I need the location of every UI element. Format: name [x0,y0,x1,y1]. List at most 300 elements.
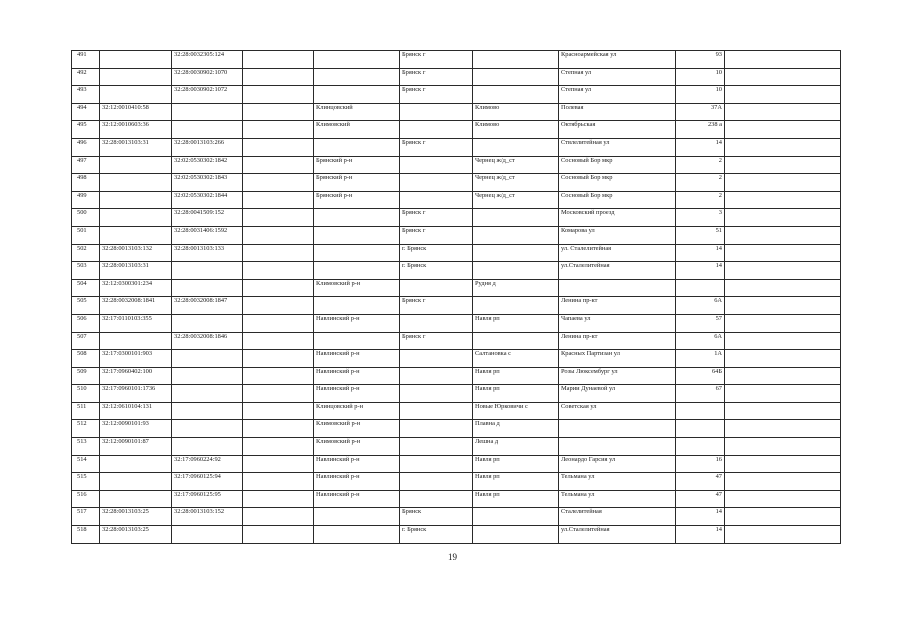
cell-cadastral-1 [100,191,172,209]
cell-number: 518 [72,526,100,544]
cell-blank-last [725,191,841,209]
cell-cadastral-2: 32:28:0041509:152 [172,209,243,227]
table-row [72,103,841,121]
table-row [72,438,841,456]
cell-street: Тельмана ул [559,490,676,508]
cell-blank [243,103,314,121]
cell-cadastral-1 [100,68,172,86]
cell-cadastral-2: 32:17:0960125:94 [172,473,243,491]
cell-district [314,138,400,156]
cell-number: 502 [72,244,100,262]
cell-number: 494 [72,103,100,121]
cell-city: Брянск г [400,209,473,227]
cell-district [314,526,400,544]
cell-blank-last [725,103,841,121]
cell-locality [473,68,559,86]
cell-cadastral-2 [172,262,243,280]
cell-locality [473,526,559,544]
table-row [72,279,841,297]
cell-city [400,367,473,385]
cell-locality: Навля рп [473,385,559,403]
cell-cadastral-1 [100,209,172,227]
cell-number: 491 [72,51,100,69]
cell-street: Сталелитейная [559,508,676,526]
cell-street: Красных Партизан ул [559,350,676,368]
cell-street: Ленина пр-кт [559,332,676,350]
cell-locality [473,226,559,244]
cell-district [314,297,400,315]
table-row [72,367,841,385]
table-row [72,385,841,403]
cell-city: Брянск г [400,297,473,315]
cell-cadastral-2: 32:02:0530302:1843 [172,174,243,192]
cell-blank-last [725,156,841,174]
cell-cadastral-2 [172,385,243,403]
cell-house: 2 [676,156,725,174]
cell-number: 509 [72,367,100,385]
cell-locality: Навля рп [473,367,559,385]
cell-blank [243,297,314,315]
cell-locality [473,138,559,156]
cell-cadastral-2 [172,420,243,438]
cell-house: 10 [676,68,725,86]
cell-number: 499 [72,191,100,209]
cell-cadastral-1 [100,473,172,491]
cell-house: 47 [676,490,725,508]
cell-cadastral-1 [100,226,172,244]
cell-house: 64Б [676,367,725,385]
cell-number: 497 [72,156,100,174]
table-row [72,121,841,139]
cell-locality [473,244,559,262]
cell-house: 47 [676,473,725,491]
table-row [72,332,841,350]
table-row [72,244,841,262]
cell-cadastral-2: 32:28:0030902:1072 [172,86,243,104]
cell-house: 57 [676,314,725,332]
cell-locality: Климово [473,103,559,121]
cell-city: Брянск г [400,68,473,86]
cell-blank-last [725,121,841,139]
cell-blank [243,438,314,456]
table-row [72,508,841,526]
cell-number: 512 [72,420,100,438]
cell-cadastral-1: 32:28:0013103:31 [100,262,172,280]
cell-locality: Чернец ж/д_ст [473,191,559,209]
cell-cadastral-1: 32:12:0300301:234 [100,279,172,297]
cell-cadastral-1: 32:28:0013103:31 [100,138,172,156]
cell-locality: Навля рп [473,473,559,491]
cell-house: 6А [676,297,725,315]
cell-blank [243,490,314,508]
cell-number: 501 [72,226,100,244]
cell-cadastral-2: 32:28:0013103:266 [172,138,243,156]
cell-street: Московский проезд [559,209,676,227]
cell-blank [243,402,314,420]
cell-cadastral-2: 32:28:0013103:133 [172,244,243,262]
cell-blank [243,314,314,332]
cell-street: ул.Сталелитейная [559,526,676,544]
cell-locality: Чернец ж/д_ст [473,156,559,174]
cell-blank [243,156,314,174]
cell-house: 238 а [676,121,725,139]
cell-cadastral-2: 32:28:0032305:124 [172,51,243,69]
cell-district: Навлинский р-н [314,455,400,473]
cell-city [400,402,473,420]
table-row [72,314,841,332]
cell-city: г. Брянск [400,244,473,262]
cell-blank [243,191,314,209]
cell-locality: Новые Юрковичи с [473,402,559,420]
cell-cadastral-1 [100,174,172,192]
cell-street: Сосновый Бор мкр [559,174,676,192]
cell-city [400,473,473,491]
cell-cadastral-2: 32:28:0030902:1070 [172,68,243,86]
cell-locality: Чернец ж/д_ст [473,174,559,192]
cell-house: 2 [676,191,725,209]
cell-street [559,279,676,297]
cell-district: Навлинский р-н [314,314,400,332]
cell-district [314,51,400,69]
cell-blank [243,121,314,139]
cell-city [400,438,473,456]
cell-cadastral-1 [100,455,172,473]
cell-cadastral-1: 32:17:0300101:903 [100,350,172,368]
cell-locality: Лешна д [473,438,559,456]
table-row [72,191,841,209]
cell-number: 505 [72,297,100,315]
cell-blank-last [725,279,841,297]
cell-house: 2 [676,174,725,192]
cell-cadastral-1: 32:12:0010410:58 [100,103,172,121]
cell-cadastral-2: 32:28:0032008:1846 [172,332,243,350]
cell-blank-last [725,209,841,227]
cell-street [559,438,676,456]
cell-number: 504 [72,279,100,297]
cell-house: 37А [676,103,725,121]
cell-district [314,226,400,244]
cell-cadastral-1 [100,86,172,104]
cell-cadastral-1: 32:17:0110103:355 [100,314,172,332]
cell-number: 496 [72,138,100,156]
cell-blank-last [725,455,841,473]
cell-street: Степная ул [559,86,676,104]
cell-blank-last [725,420,841,438]
cell-cadastral-1 [100,51,172,69]
cell-blank-last [725,314,841,332]
cell-blank [243,350,314,368]
cell-street: Комарова ул [559,226,676,244]
cell-cadastral-2: 32:02:0530302:1842 [172,156,243,174]
cell-city: Брянск г [400,51,473,69]
table-row [72,455,841,473]
cell-number: 508 [72,350,100,368]
cell-number: 513 [72,438,100,456]
cell-street: Леонардо Гарсия ул [559,455,676,473]
cell-blank-last [725,526,841,544]
cell-district: Климовский р-н [314,438,400,456]
cell-cadastral-2: 32:02:0530302:1844 [172,191,243,209]
cell-district: Брянский р-н [314,174,400,192]
cell-street: Чапаева ул [559,314,676,332]
cell-blank [243,526,314,544]
cell-blank-last [725,402,841,420]
cell-city [400,420,473,438]
cell-cadastral-2 [172,367,243,385]
cell-house: 6А [676,332,725,350]
cell-blank-last [725,68,841,86]
cell-city [400,121,473,139]
cell-blank-last [725,244,841,262]
cell-locality: Навля рп [473,314,559,332]
cell-locality [473,262,559,280]
cell-cadastral-2: 32:17:0960125:95 [172,490,243,508]
cell-blank [243,279,314,297]
table-row [72,209,841,227]
cell-city [400,385,473,403]
cell-street: ул.Сталелитейная [559,262,676,280]
table-row [72,297,841,315]
cell-cadastral-2 [172,314,243,332]
cell-street: Марии Дунаевой ул [559,385,676,403]
cell-cadastral-2: 32:28:0031406:1592 [172,226,243,244]
cell-locality [473,51,559,69]
cell-blank-last [725,350,841,368]
cell-cadastral-2 [172,526,243,544]
table-row [72,51,841,69]
registry-table-body [72,51,841,544]
cell-district: Навлинский р-н [314,350,400,368]
table-row [72,86,841,104]
cell-cadastral-2: 32:28:0013103:152 [172,508,243,526]
cell-street: ул. Сталелитейная [559,244,676,262]
cell-cadastral-1: 32:12:0610104:131 [100,402,172,420]
table-row [72,68,841,86]
cell-blank-last [725,385,841,403]
cell-number: 506 [72,314,100,332]
cell-district: Клинцовский [314,103,400,121]
cell-city [400,314,473,332]
cell-locality: Плавна д [473,420,559,438]
table-row [72,526,841,544]
cell-blank [243,262,314,280]
cell-locality [473,86,559,104]
cell-district [314,86,400,104]
cell-locality: Салтановка с [473,350,559,368]
cell-city: Брянск г [400,332,473,350]
cell-cadastral-1: 32:17:0960402:100 [100,367,172,385]
cell-city [400,455,473,473]
cell-blank [243,367,314,385]
registry-table [71,50,841,544]
table-row [72,473,841,491]
cell-blank [243,226,314,244]
cell-city [400,279,473,297]
cell-cadastral-1: 32:28:0013103:25 [100,508,172,526]
cell-house: 14 [676,508,725,526]
cell-number: 507 [72,332,100,350]
cell-street: Советская ул [559,402,676,420]
cell-city: г. Брянск [400,262,473,280]
cell-city [400,191,473,209]
cell-street: Ленина пр-кт [559,297,676,315]
cell-blank-last [725,332,841,350]
cell-number: 515 [72,473,100,491]
cell-district: Клинцовский р-н [314,402,400,420]
cell-cadastral-2: 32:17:0960224:92 [172,455,243,473]
cell-cadastral-2: 32:28:0032008:1847 [172,297,243,315]
cell-street: Сосновый Бор мкр [559,156,676,174]
cell-blank [243,51,314,69]
cell-number: 493 [72,86,100,104]
cell-number: 498 [72,174,100,192]
cell-blank [243,420,314,438]
cell-house: 14 [676,138,725,156]
cell-locality [473,332,559,350]
cell-city: г. Брянск [400,526,473,544]
table-row [72,350,841,368]
cell-locality: Навля рп [473,490,559,508]
cell-blank [243,138,314,156]
cell-house [676,420,725,438]
cell-locality [473,297,559,315]
cell-cadastral-1 [100,156,172,174]
cell-city [400,490,473,508]
cell-locality [473,508,559,526]
cell-locality [473,209,559,227]
table-row [72,156,841,174]
cell-house: 93 [676,51,725,69]
cell-blank [243,209,314,227]
cell-number: 516 [72,490,100,508]
cell-cadastral-2 [172,279,243,297]
cell-district: Климовский [314,121,400,139]
cell-city [400,350,473,368]
cell-number: 503 [72,262,100,280]
cell-city: Брянск г [400,86,473,104]
cell-number: 511 [72,402,100,420]
cell-blank-last [725,174,841,192]
cell-blank-last [725,138,841,156]
cell-number: 510 [72,385,100,403]
cell-city [400,156,473,174]
cell-district: Климовский р-н [314,420,400,438]
cell-street: Степная ул [559,68,676,86]
cell-cadastral-1: 32:28:0013103:132 [100,244,172,262]
cell-cadastral-2 [172,438,243,456]
table-row [72,174,841,192]
cell-cadastral-2 [172,350,243,368]
cell-locality: Климово [473,121,559,139]
cell-cadastral-1: 32:17:0960101:1736 [100,385,172,403]
page-number: 19 [448,552,457,562]
cell-street: Ствлелитейная ул [559,138,676,156]
cell-district [314,244,400,262]
cell-district [314,332,400,350]
cell-street: Красноармейская ул [559,51,676,69]
cell-house [676,438,725,456]
cell-blank [243,86,314,104]
cell-number: 492 [72,68,100,86]
cell-blank-last [725,86,841,104]
cell-locality: Рудня д [473,279,559,297]
cell-blank-last [725,490,841,508]
cell-city [400,103,473,121]
cell-city: Брянск г [400,138,473,156]
cell-district: Навлинский р-н [314,367,400,385]
cell-blank-last [725,297,841,315]
cell-city: Брянск г [400,226,473,244]
cell-blank [243,455,314,473]
cell-house [676,279,725,297]
cell-street: Сосновый Бор мкр [559,191,676,209]
cell-blank-last [725,262,841,280]
cell-city: Брянск [400,508,473,526]
cell-house: 3 [676,209,725,227]
cell-district [314,68,400,86]
cell-house: 67 [676,385,725,403]
table-row [72,226,841,244]
cell-cadastral-1: 32:28:0032008:1841 [100,297,172,315]
cell-district: Навлинский р-н [314,385,400,403]
cell-blank [243,473,314,491]
cell-blank [243,68,314,86]
cell-street: Розы Люксембург ул [559,367,676,385]
cell-house: 16 [676,455,725,473]
cell-house: 14 [676,526,725,544]
cell-cadastral-1: 32:12:0010603:36 [100,121,172,139]
cell-city [400,174,473,192]
cell-cadastral-1 [100,332,172,350]
cell-district: Брянский р-н [314,156,400,174]
table-row [72,420,841,438]
table-row [72,490,841,508]
cell-district [314,508,400,526]
cell-street: Октябрьская [559,121,676,139]
cell-district: Навлинский р-н [314,473,400,491]
cell-house: 14 [676,244,725,262]
cell-blank-last [725,51,841,69]
cell-number: 517 [72,508,100,526]
cell-blank-last [725,508,841,526]
cell-street: Тельмана ул [559,473,676,491]
cell-blank [243,508,314,526]
cell-cadastral-1: 32:12:0090101:93 [100,420,172,438]
cell-cadastral-1: 32:28:0013103:25 [100,526,172,544]
cell-blank-last [725,367,841,385]
cell-blank-last [725,473,841,491]
cell-locality: Навля рп [473,455,559,473]
cell-blank [243,174,314,192]
cell-blank [243,244,314,262]
cell-street [559,420,676,438]
cell-cadastral-1 [100,490,172,508]
cell-district: Брянский р-н [314,191,400,209]
table-row [72,138,841,156]
table-row [72,262,841,280]
cell-number: 514 [72,455,100,473]
cell-blank [243,332,314,350]
cell-blank-last [725,226,841,244]
cell-district [314,262,400,280]
cell-house: 14 [676,262,725,280]
cell-cadastral-2 [172,103,243,121]
cell-blank [243,385,314,403]
cell-cadastral-2 [172,402,243,420]
cell-district: Климовский р-н [314,279,400,297]
cell-number: 500 [72,209,100,227]
cell-cadastral-2 [172,121,243,139]
